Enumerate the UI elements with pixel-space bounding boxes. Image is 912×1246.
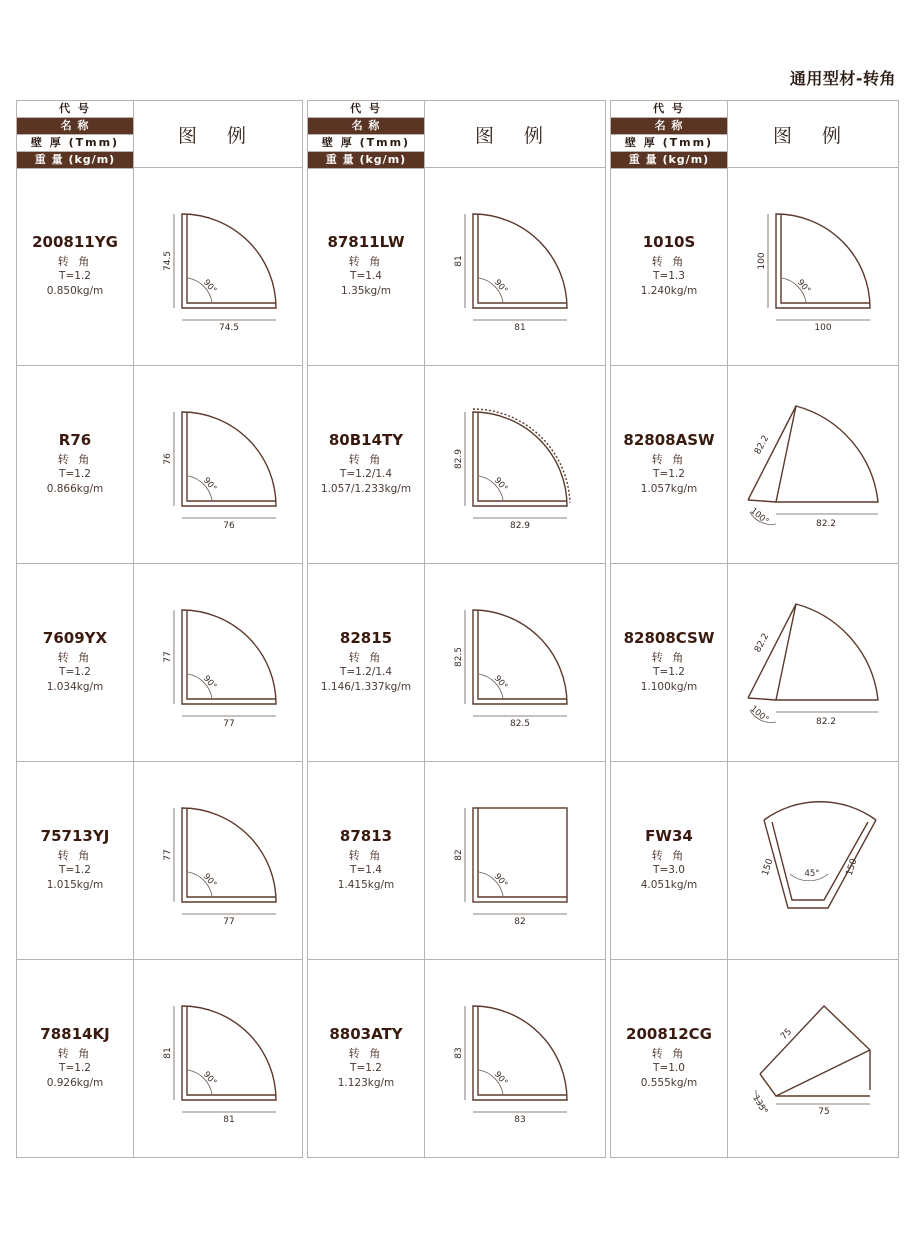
profile-code: 75713YJ (40, 827, 110, 845)
catalog-panel (16, 100, 303, 1158)
profile-name: 转 角 (651, 453, 687, 466)
profile-code: 8803ATY (329, 1025, 403, 1043)
profile-code: FW34 (645, 827, 693, 845)
profile-weight: 1.015kg/m (46, 879, 104, 891)
profile-drawing (134, 168, 303, 364)
profile-outline (182, 1006, 276, 1100)
profile-name: 转 角 (651, 651, 687, 664)
angle-label: 90° (491, 1069, 510, 1088)
profile-code: 87813 (339, 827, 393, 845)
profile-drawing (134, 564, 303, 760)
dim-label-width: 81 (514, 323, 526, 333)
profile-drawing (728, 762, 899, 958)
profile-leg (748, 698, 776, 700)
profile-leg (776, 1050, 870, 1096)
profile-name: 转 角 (348, 651, 384, 664)
dim-label-left: 150 (760, 857, 776, 878)
profile-info (611, 431, 727, 497)
dim-label-height: 100 (757, 252, 767, 270)
profile-thickness: T=1.2 (59, 666, 91, 678)
dim-label-width: 74.5 (218, 323, 240, 333)
profile-drawing (425, 168, 606, 364)
profile-weight: 0.850kg/m (46, 285, 104, 297)
profile-thickness: T=1.2 (59, 468, 91, 480)
header-weight-label: 重 量 (kg/m) (308, 152, 424, 169)
profile-weight: 1.35kg/m (341, 285, 391, 297)
profile-thickness: T=1.2 (350, 1062, 382, 1074)
angle-label: 90° (491, 673, 510, 692)
angle-label: 45° (804, 869, 820, 879)
profile-drawing-svg (728, 564, 899, 760)
header-code-label: 代 号 (611, 101, 727, 118)
profile-arc (764, 802, 876, 820)
profile-drawing-svg (134, 762, 303, 958)
profile-thickness: T=1.2/1.4 (339, 666, 393, 678)
profile-drawing-svg (425, 960, 606, 1156)
profile-drawing (134, 762, 303, 958)
dim-label-side: 82.2 (753, 631, 772, 655)
profile-thickness: T=1.2 (653, 468, 685, 480)
catalog-panel (307, 100, 606, 1158)
dim-label-width: 77 (223, 917, 235, 927)
profile-drawing (728, 168, 899, 364)
rib-texture (473, 409, 570, 503)
profile-name: 转 角 (348, 1047, 384, 1060)
profile-drawing-svg (425, 168, 606, 364)
profile-name: 转 角 (348, 255, 384, 268)
profile-thickness: T=1.0 (653, 1062, 685, 1074)
profile-code: R76 (58, 431, 92, 449)
dim-label-width: 82 (514, 917, 526, 927)
angle-label: 90° (200, 475, 219, 494)
angle-label: 135° (750, 1093, 770, 1117)
header-labels (611, 101, 727, 168)
profile-outline (473, 808, 567, 902)
dim-label-right: 150 (844, 857, 860, 878)
header-name-label: 名 称 (308, 118, 424, 135)
profile-outline (473, 412, 567, 506)
profile-info (611, 629, 727, 695)
page-title: 通用型材-转角 (789, 69, 896, 88)
profile-info (611, 233, 727, 299)
angle-label: 90° (491, 277, 510, 296)
profile-outline (776, 214, 870, 308)
profile-weight: 0.555kg/m (640, 1077, 698, 1089)
profile-weight: 0.926kg/m (46, 1077, 104, 1089)
profile-leg (748, 500, 776, 502)
dim-label-height: 81 (163, 1047, 173, 1059)
profile-drawing (425, 960, 606, 1156)
profile-info (611, 827, 727, 893)
profile-name: 转 角 (651, 1047, 687, 1060)
profile-name: 转 角 (348, 453, 384, 466)
profile-thickness: T=1.4 (350, 864, 382, 876)
profile-weight: 1.123kg/m (337, 1077, 395, 1089)
dim-label-width: 82.9 (509, 521, 531, 531)
profile-weight: 4.051kg/m (640, 879, 698, 891)
profile-drawing-svg (134, 366, 303, 562)
dim-label-height: 81 (454, 255, 464, 267)
header-labels (17, 101, 133, 168)
profile-thickness: T=1.2/1.4 (339, 468, 393, 480)
profile-drawing (134, 960, 303, 1156)
profile-info (308, 827, 424, 893)
profile-name: 转 角 (348, 849, 384, 862)
profile-weight: 1.057/1.233kg/m (320, 483, 412, 495)
header-name-label: 名 称 (17, 118, 133, 135)
dim-label-height: 82.5 (454, 646, 464, 668)
profile-info (17, 827, 133, 893)
profile-drawing-svg (425, 762, 606, 958)
profile-code: 200811YG (32, 233, 118, 251)
profile-code: 200812CG (626, 1025, 712, 1043)
profile-weight: 1.415kg/m (337, 879, 395, 891)
profile-info (308, 1025, 424, 1091)
profile-outline (473, 610, 567, 704)
profile-outline (776, 604, 878, 700)
dim-label-side: 82.2 (753, 433, 772, 457)
profile-code: 82808CSW (623, 629, 715, 647)
dim-label-width: 82.2 (815, 717, 837, 727)
profile-drawing-svg (728, 762, 899, 958)
profile-weight: 1.100kg/m (640, 681, 698, 693)
profile-weight: 0.866kg/m (46, 483, 104, 495)
profile-weight: 1.034kg/m (46, 681, 104, 693)
profile-name: 转 角 (651, 849, 687, 862)
profile-info (17, 233, 133, 299)
header-thickness-label: 壁 厚 (Tmm) (308, 135, 424, 152)
profile-weight: 1.057kg/m (640, 483, 698, 495)
profile-code: 82815 (339, 629, 393, 647)
profile-drawing (728, 366, 899, 562)
dim-label-height: 76 (163, 453, 173, 465)
profile-info (611, 1025, 727, 1091)
profile-outline (473, 214, 567, 308)
dim-label-height: 77 (163, 849, 173, 861)
profile-inner-edge (478, 808, 567, 897)
profile-outline (764, 820, 876, 908)
profile-outline (182, 808, 276, 902)
angle-label: 90° (200, 871, 219, 890)
profile-drawing (425, 762, 606, 958)
header-weight-label: 重 量 (kg/m) (611, 152, 727, 169)
dim-label-height: 74.5 (163, 250, 173, 272)
profile-drawing-svg (134, 564, 303, 760)
profile-drawing-svg (134, 960, 303, 1156)
profile-name: 转 角 (57, 255, 93, 268)
dim-label-width: 100 (814, 323, 832, 333)
profile-thickness: T=1.2 (653, 666, 685, 678)
dim-label-height: 83 (454, 1047, 464, 1059)
profile-drawing (425, 366, 606, 562)
profile-name: 转 角 (57, 1047, 93, 1060)
profile-info (308, 629, 424, 695)
profile-drawing-svg (425, 366, 606, 562)
profile-outline (776, 406, 878, 502)
profile-drawing (425, 564, 606, 760)
profile-thickness: T=1.2 (59, 1062, 91, 1074)
profile-name: 转 角 (651, 255, 687, 268)
profile-drawing (134, 366, 303, 562)
header-labels (308, 101, 424, 168)
profile-outline (473, 1006, 567, 1100)
header-name-label: 名 称 (611, 118, 727, 135)
profile-drawing-svg (728, 366, 899, 562)
profile-info (308, 431, 424, 497)
dim-label-width: 77 (223, 719, 235, 729)
header-figure-label: 图 例 (134, 101, 302, 168)
profile-outline (182, 412, 276, 506)
profile-outline (182, 610, 276, 704)
dim-label-side: 75 (779, 1027, 795, 1043)
profile-thickness: T=1.2 (59, 864, 91, 876)
profile-info (17, 431, 133, 497)
dim-label-height: 82 (454, 849, 464, 861)
dim-label-height: 82.9 (454, 448, 464, 470)
profile-drawing (728, 564, 899, 760)
dim-label-width: 82.5 (509, 719, 531, 729)
profile-thickness: T=1.2 (59, 270, 91, 282)
profile-thickness: T=1.3 (653, 270, 685, 282)
profile-outline (182, 214, 276, 308)
profile-drawing-svg (728, 168, 899, 364)
dim-label-width: 81 (223, 1115, 235, 1125)
dim-label-width: 75 (818, 1107, 830, 1117)
header-thickness-label: 壁 厚 (Tmm) (611, 135, 727, 152)
profile-thickness: T=1.4 (350, 270, 382, 282)
profile-code: 7609YX (42, 629, 108, 647)
angle-label: 100° (748, 704, 771, 725)
profile-info (17, 1025, 133, 1091)
catalog-panel (610, 100, 899, 1158)
dim-label-width: 76 (223, 521, 235, 531)
header-thickness-label: 壁 厚 (Tmm) (17, 135, 133, 152)
profile-drawing-svg (425, 564, 606, 760)
angle-label: 90° (794, 277, 813, 296)
profile-catalog (16, 100, 899, 1158)
profile-code: 1010S (642, 233, 696, 251)
profile-code: 80B14TY (328, 431, 404, 449)
angle-label: 90° (200, 1069, 219, 1088)
header-code-label: 代 号 (17, 101, 133, 118)
angle-label: 100° (748, 506, 771, 527)
dim-label-width: 83 (514, 1115, 526, 1125)
angle-label: 90° (200, 277, 219, 296)
profile-name: 转 角 (57, 651, 93, 664)
dim-label-height: 77 (163, 651, 173, 663)
header-figure-label: 图 例 (728, 101, 898, 168)
profile-info (17, 629, 133, 695)
header-code-label: 代 号 (308, 101, 424, 118)
profile-weight: 1.240kg/m (640, 285, 698, 297)
angle-label: 90° (491, 871, 510, 890)
profile-drawing (728, 960, 899, 1156)
header-figure-label: 图 例 (425, 101, 605, 168)
profile-name: 转 角 (57, 849, 93, 862)
angle-label: 90° (200, 673, 219, 692)
dim-label-width: 82.2 (815, 519, 837, 529)
profile-code: 78814KJ (40, 1025, 110, 1043)
profile-code: 87811LW (327, 233, 405, 251)
profile-thickness: T=3.0 (653, 864, 685, 876)
profile-info (308, 233, 424, 299)
profile-weight: 1.146/1.337kg/m (320, 681, 412, 693)
header-weight-label: 重 量 (kg/m) (17, 152, 133, 169)
profile-drawing-svg (728, 960, 899, 1156)
profile-name: 转 角 (57, 453, 93, 466)
profile-code: 82808ASW (623, 431, 715, 449)
angle-label: 90° (491, 475, 510, 494)
profile-drawing-svg (134, 168, 303, 364)
